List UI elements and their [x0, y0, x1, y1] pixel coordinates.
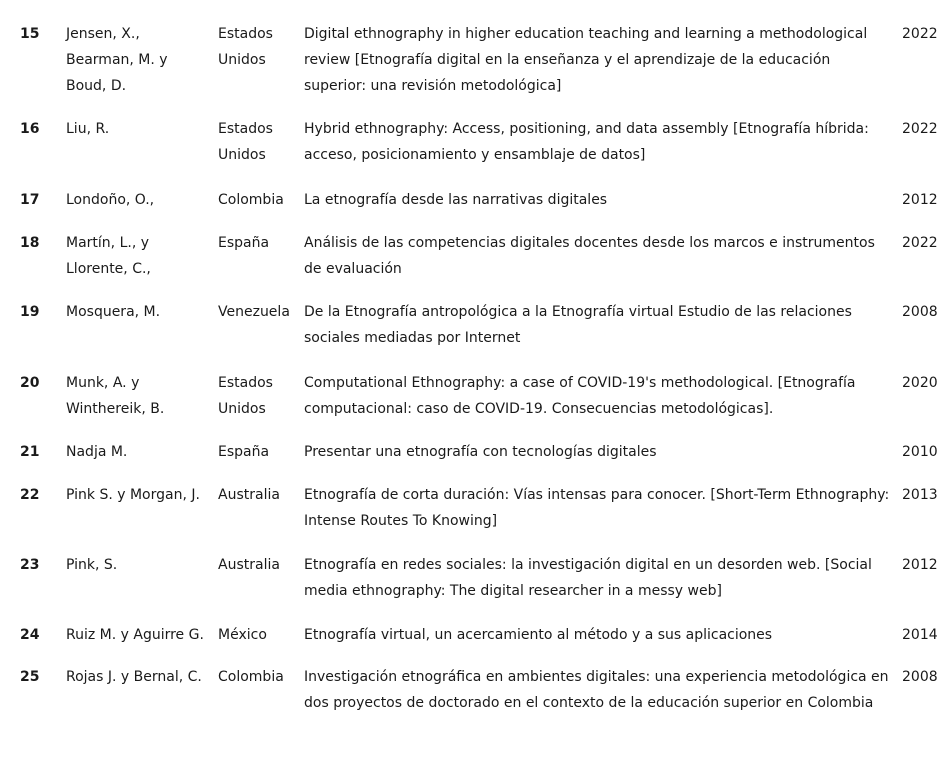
country-cell: Australia: [218, 557, 280, 573]
title-cell: La etnografía desde las narrativas digitales: [304, 192, 608, 208]
title-cell: Análisis de las competencias digitales docentes desde los marcos e instrumentos de evaluación: [304, 235, 875, 277]
country-cell: España: [218, 235, 270, 251]
row-number: 15: [20, 26, 40, 42]
author-cell: Ruiz M. y Aguirre G.: [66, 627, 204, 643]
title-cell: Hybrid ethnography: Access, positioning, and data assembly [Etnografía híbrida: acceso, posicionamiento y ensamblaje de datos]: [304, 121, 869, 163]
year-cell: 2012: [902, 557, 938, 573]
country-cell: Colombia: [218, 669, 284, 685]
row-number: 21: [20, 444, 40, 460]
title-cell: Etnografía de corta duración: Vías intensas para conocer. [Short-Term Ethnography: Intense Routes To Knowing]: [304, 487, 890, 529]
author-cell: Nadja M.: [66, 444, 128, 460]
author-cell: Pink, S.: [66, 557, 118, 573]
country-cell: Australia: [218, 487, 280, 503]
country-cell: México: [218, 627, 267, 643]
row-number: 17: [20, 192, 40, 208]
country-cell: Venezuela: [218, 304, 290, 320]
year-cell: 2010: [902, 444, 938, 460]
title-cell: Presentar una etnografía con tecnologías digitales: [304, 444, 657, 460]
author-cell: Pink S. y Morgan, J.: [66, 487, 200, 503]
title-cell: Computational Ethnography: a case of COVID-19's methodological. [Etnografía computacional: caso de COVID-19. Consecuencias metodológicas].: [304, 375, 856, 417]
year-cell: 2013: [902, 487, 938, 503]
row-number: 18: [20, 235, 40, 251]
author-cell: Londoño, O.,: [66, 192, 155, 208]
country-cell: Estados Unidos: [218, 375, 273, 417]
row-number: 19: [20, 304, 40, 320]
year-cell: 2008: [902, 304, 938, 320]
country-cell: Colombia: [218, 192, 284, 208]
row-number: 16: [20, 121, 40, 137]
year-cell: 2022: [902, 235, 938, 251]
title-cell: De la Etnografía antropológica a la Etnografía virtual Estudio de las relaciones sociales mediadas por Internet: [304, 304, 852, 346]
author-cell: Munk, A. y Winthereik, B.: [66, 375, 165, 417]
title-cell: Etnografía virtual, un acercamiento al método y a sus aplicaciones: [304, 627, 773, 643]
author-cell: Mosquera, M.: [66, 304, 161, 320]
country-cell: Estados Unidos: [218, 26, 273, 68]
title-cell: Investigación etnográfica en ambientes digitales: una experiencia metodológica en dos proyectos de doctorado en el contexto de la educación superior en Colombia: [304, 669, 889, 711]
author-cell: Liu, R.: [66, 121, 110, 137]
row-number: 23: [20, 557, 40, 573]
year-cell: 2014: [902, 627, 938, 643]
title-cell: Etnografía en redes sociales: la investigación digital en un desorden web. [Social media ethnography: The digital researcher in a messy web]: [304, 557, 872, 599]
row-number: 20: [20, 375, 40, 391]
row-number: 25: [20, 669, 40, 685]
title-cell: Digital ethnography in higher education teaching and learning a methodological review [Etnografía digital en la enseñanza y el aprendizaje de la educación superior: una revisión metodológica]: [304, 26, 868, 94]
row-number: 24: [20, 627, 40, 643]
author-cell: Jensen, X., Bearman, M. y Boud, D.: [66, 26, 168, 94]
country-cell: España: [218, 444, 270, 460]
row-number: 22: [20, 487, 40, 503]
author-cell: Martín, L., y Llorente, C.,: [66, 235, 151, 277]
year-cell: 2008: [902, 669, 938, 685]
author-cell: Rojas J. y Bernal, C.: [66, 669, 202, 685]
year-cell: 2022: [902, 26, 938, 42]
country-cell: Estados Unidos: [218, 121, 273, 163]
year-cell: 2022: [902, 121, 938, 137]
year-cell: 2012: [902, 192, 938, 208]
year-cell: 2020: [902, 375, 938, 391]
